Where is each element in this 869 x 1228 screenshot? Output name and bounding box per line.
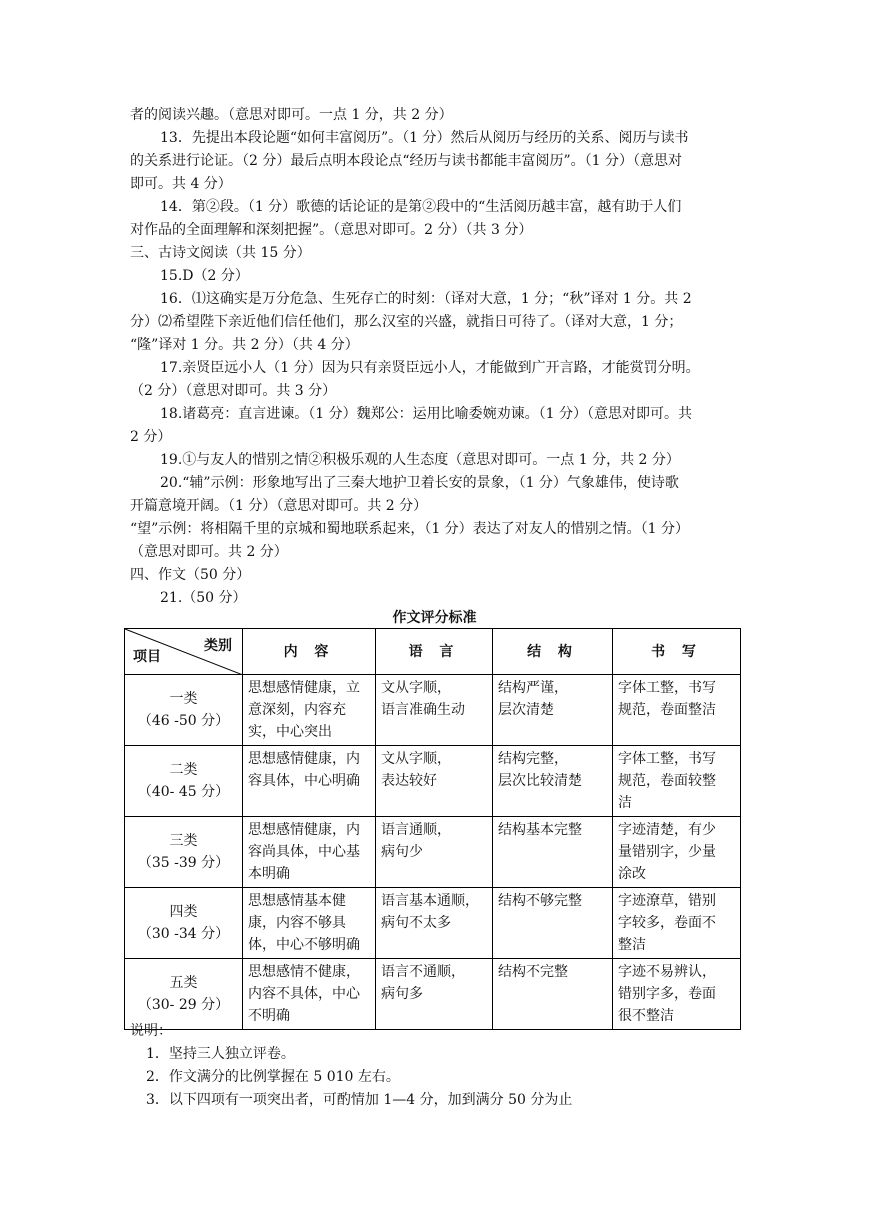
- note-item: 1．坚持三人独立评卷。: [146, 1046, 295, 1062]
- note-item: 2．作文满分的比例掌握在 5 010 左右。: [146, 1069, 400, 1085]
- text-line: 者的阅读兴趣。（意思对即可。一点 1 分，共 2 分）: [130, 107, 453, 123]
- text-line: 开篇意境开阔。（1 分）（意思对即可。共 2 分）: [130, 498, 428, 514]
- cell-line: 结构不完整: [498, 964, 568, 980]
- cell-line: 很不整洁: [618, 1008, 674, 1024]
- cell-line: 结构严谨，: [498, 680, 568, 696]
- category-range: （40- 45 分）: [137, 784, 230, 800]
- content-cell: [243, 746, 376, 817]
- header-structure: 结 构: [493, 629, 613, 675]
- cell-line: 思想感情健康，内: [248, 751, 360, 767]
- table-header-row: [125, 629, 741, 675]
- cell-line: 规范，卷面较整: [618, 773, 716, 789]
- cell-line: 结构不够完整: [498, 893, 582, 909]
- table-row: [125, 959, 741, 1030]
- header-writing: 书 写: [613, 629, 741, 675]
- text-line: 16．⑴这确实是万分危急、生死存亡的时刻：（译对大意，1 分；“秋”译对 1 分。共 2: [160, 291, 692, 307]
- language-cell: [376, 959, 493, 1030]
- writing-cell: [613, 817, 741, 888]
- cell-line: 本明确: [248, 866, 290, 882]
- cell-line: 实，中心突出: [248, 724, 332, 740]
- cell-line: 思想感情健康，立: [248, 680, 360, 696]
- structure-cell: [493, 888, 613, 959]
- structure-cell: [493, 959, 613, 1030]
- cell-line: 病句少: [381, 844, 423, 860]
- cell-line: 病句多: [381, 986, 423, 1002]
- structure-cell: [493, 675, 613, 746]
- section-heading: 三、古诗文阅读（共 15 分）: [130, 245, 311, 261]
- header-content: 内 容: [243, 629, 376, 675]
- section-heading: 四、作文（50 分）: [130, 567, 251, 583]
- cell-line: 思想感情健康，内: [248, 822, 360, 838]
- corner-label-item: 项目: [133, 649, 161, 665]
- cell-line: 结构完整，: [498, 751, 568, 767]
- text-line: 19.①与友人的惜别之情②积极乐观的人生态度（意思对即可。一点 1 分，共 2 分）: [160, 452, 680, 468]
- category-name: 五类: [169, 975, 198, 991]
- writing-cell: [613, 675, 741, 746]
- text-line: 15.D（2 分）: [160, 268, 249, 284]
- category-name: 二类: [169, 762, 198, 778]
- cell-line: 规范，卷面整洁: [618, 702, 716, 718]
- text-line: 分）⑵希望陛下亲近他们信任他们，那么汉室的兴盛，就指日可待了。（译对大意，1 分；: [130, 314, 683, 330]
- cell-line: 量错别字，少量: [618, 844, 716, 860]
- category-cell: [125, 817, 243, 888]
- cell-line: 涂改: [618, 866, 646, 882]
- content-cell: [243, 888, 376, 959]
- category-cell: [125, 888, 243, 959]
- text-line: 13．先提出本段论题“如何丰富阅历”。（1 分）然后从阅历与经历的关系、阅历与读书: [160, 130, 689, 146]
- cell-line: 字迹不易辨认，: [618, 964, 716, 980]
- cell-line: 文从字顺，: [381, 751, 451, 767]
- cell-line: 思想感情基本健: [248, 893, 346, 909]
- cell-line: 康，内容不够具: [248, 915, 346, 931]
- cell-line: 层次比较清楚: [498, 773, 582, 789]
- cell-line: 字迹潦草，错别: [618, 893, 716, 909]
- cell-line: 语言基本通顺，: [381, 893, 479, 909]
- language-cell: [376, 746, 493, 817]
- text-line: 对作品的全面理解和深刻把握”。（意思对即可。2 分）（共 3 分）: [130, 222, 533, 238]
- note-item: 3．以下四项有一项突出者，可酌情加 1—4 分，加到满分 50 分为止: [146, 1092, 573, 1108]
- category-name: 四类: [169, 904, 198, 920]
- table-row: [125, 888, 741, 959]
- language-cell: [376, 817, 493, 888]
- cell-line: 字迹清楚，有少: [618, 822, 716, 838]
- corner-label-category: 类别: [204, 638, 232, 654]
- text-line: 21.（50 分）: [160, 590, 247, 606]
- text-line: 即可。共 4 分）: [130, 176, 232, 192]
- category-name: 三类: [169, 833, 198, 849]
- content-cell: [243, 959, 376, 1030]
- cell-line: 思想感情不健康，: [248, 964, 360, 980]
- text-line: 14．第②段。（1 分）歌德的话论证的是第②段中的“生活阅历越丰富，越有助于人们: [160, 199, 682, 215]
- grading-table: [124, 628, 741, 1030]
- cell-line: 整洁: [618, 937, 646, 953]
- text-line: 20.“辅”示例：形象地写出了三秦大地护卫着长安的景象，（1 分）气象雄伟，使诗歌: [160, 475, 679, 491]
- cell-line: 不明确: [248, 1008, 290, 1024]
- table-row: [125, 817, 741, 888]
- cell-line: 容具体，中心明确: [248, 773, 360, 789]
- cell-line: 洁: [618, 795, 632, 811]
- category-name: 一类: [169, 691, 198, 707]
- cell-line: 容尚具体，中心基: [248, 844, 360, 860]
- text-line: （意思对即可。共 2 分）: [130, 544, 288, 560]
- cell-line: 语言准确生动: [381, 702, 465, 718]
- category-range: （35 -39 分）: [137, 855, 230, 871]
- category-cell: [125, 746, 243, 817]
- cell-line: 病句不太多: [381, 915, 451, 931]
- writing-cell: [613, 888, 741, 959]
- cell-line: 字体工整，书写: [618, 751, 716, 767]
- text-line: 的关系进行论证。（2 分）最后点明本段论点“经历与读书都能丰富阅历”。（1 分）（意思对: [130, 153, 683, 169]
- category-cell: [125, 675, 243, 746]
- text-line: 17.亲贤臣远小人（1 分）因为只有亲贤臣远小人，才能做到广开言路，才能赏罚分明。: [160, 360, 700, 376]
- cell-line: 层次清楚: [498, 702, 554, 718]
- text-line: “隆”译对 1 分。共 2 分）（共 4 分）: [130, 337, 359, 353]
- cell-line: 表达较好: [381, 773, 437, 789]
- category-range: （30- 29 分）: [137, 997, 230, 1013]
- table-title: 作文评分标准: [392, 610, 477, 626]
- cell-line: 结构基本完整: [498, 822, 582, 838]
- category-range: （46 -50 分）: [137, 713, 230, 729]
- table-row: [125, 675, 741, 746]
- notes-title: 说明：: [130, 1023, 172, 1039]
- cell-line: 语言通顺，: [381, 822, 451, 838]
- cell-line: 错别字多，卷面: [618, 986, 716, 1002]
- text-line: “望”示例：将相隔千里的京城和蜀地联系起来，（1 分）表达了对友人的惜别之情。（1 分）: [130, 521, 690, 537]
- cell-line: 意深刻，内容充: [248, 702, 346, 718]
- table-row: [125, 746, 741, 817]
- header-language: 语 言: [376, 629, 493, 675]
- language-cell: [376, 675, 493, 746]
- text-line: （2 分）（意思对即可。共 3 分）: [130, 383, 337, 399]
- structure-cell: [493, 746, 613, 817]
- text-line: 18.诸葛亮：直言进谏。（1 分）魏郑公：运用比喻委婉劝谏。（1 分）（意思对即可。共: [160, 406, 692, 422]
- category-cell: [125, 959, 243, 1030]
- cell-line: 体，中心不够明确: [248, 937, 360, 953]
- category-range: （30 -34 分）: [137, 926, 230, 942]
- content-cell: [243, 675, 376, 746]
- cell-line: 字体工整，书写: [618, 680, 716, 696]
- cell-line: 内容不具体，中心: [248, 986, 360, 1002]
- cell-line: 语言不通顺，: [381, 964, 465, 980]
- content-cell: [243, 817, 376, 888]
- cell-line: 文从字顺，: [381, 680, 451, 696]
- structure-cell: [493, 817, 613, 888]
- cell-line: 字较多，卷面不: [618, 915, 716, 931]
- text-line: 2 分）: [130, 429, 172, 445]
- language-cell: [376, 888, 493, 959]
- writing-cell: [613, 746, 741, 817]
- writing-cell: [613, 959, 741, 1030]
- table-corner-cell: [125, 629, 243, 675]
